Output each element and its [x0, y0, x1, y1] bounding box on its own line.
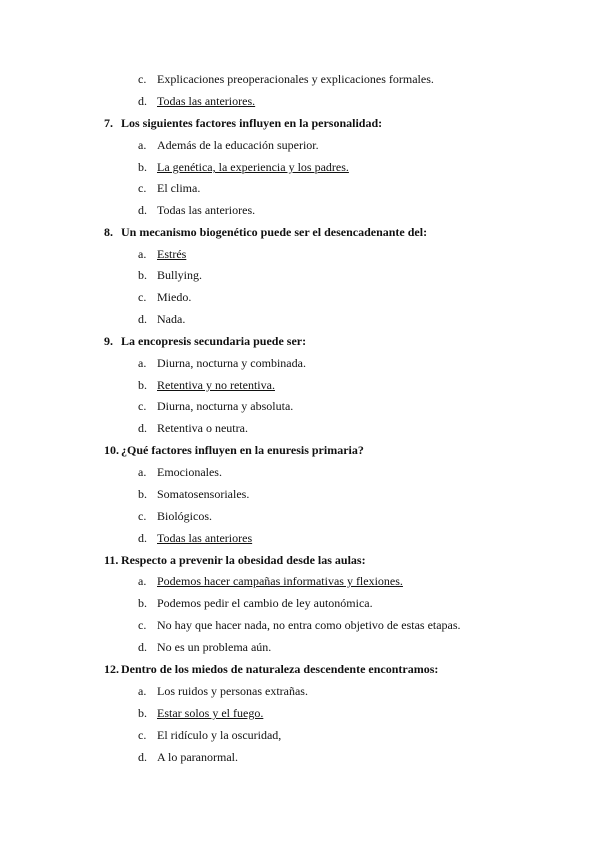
- option-letter: b.: [138, 160, 147, 174]
- option-text: Los ruidos y personas extrañas.: [157, 684, 308, 698]
- option-letter: b.: [138, 268, 147, 282]
- option-letter: d.: [138, 94, 147, 108]
- option-letter: d.: [138, 640, 147, 654]
- answer-option: [138, 509, 212, 523]
- answer-option: [138, 378, 275, 392]
- question-number: 11.: [104, 553, 119, 567]
- option-text: A lo paranormal.: [157, 750, 238, 764]
- answer-option: [138, 531, 252, 545]
- option-text: Explicaciones preoperacionales y explicaciones formales.: [157, 72, 434, 86]
- question-text: Los siguientes factores influyen en la personalidad:: [121, 116, 383, 130]
- question-text: ¿Qué factores influyen en la enuresis primaria?: [121, 443, 364, 457]
- question-heading: [104, 116, 382, 130]
- option-letter: b.: [138, 487, 147, 501]
- option-letter: d.: [138, 750, 147, 764]
- option-letter: d.: [138, 421, 147, 435]
- question-heading: [104, 334, 306, 348]
- answer-option: [138, 138, 319, 152]
- question-heading: [104, 225, 427, 239]
- option-letter: a.: [138, 247, 147, 261]
- answer-option: [138, 728, 281, 742]
- option-text: Bullying.: [157, 268, 203, 282]
- question-number: 10.: [104, 443, 119, 457]
- option-text: No hay que hacer nada, no entra como objetivo de estas etapas.: [157, 618, 461, 632]
- option-letter: c.: [138, 72, 147, 86]
- option-letter: c.: [138, 399, 147, 413]
- answer-option: [138, 356, 306, 370]
- option-letter: a.: [138, 465, 147, 479]
- option-text: Retentiva o neutra.: [157, 421, 248, 435]
- answer-option: [138, 596, 373, 610]
- option-letter: b.: [138, 596, 147, 610]
- option-text: Biológicos.: [157, 509, 213, 523]
- option-text-correct: Todas las anteriores.: [157, 94, 256, 108]
- option-letter: d.: [138, 203, 147, 217]
- option-text: Diurna, nocturna y combinada.: [157, 356, 306, 370]
- question-heading: [104, 443, 364, 457]
- question-number: 7.: [104, 116, 113, 130]
- answer-option: [138, 640, 271, 654]
- answer-option: [138, 487, 249, 501]
- option-text: Podemos pedir el cambio de ley autonómica.: [157, 596, 373, 610]
- answer-option: [138, 290, 191, 304]
- option-letter: a.: [138, 356, 147, 370]
- option-text-correct: Estrés: [157, 247, 187, 261]
- option-letter: c.: [138, 290, 147, 304]
- option-letter: c.: [138, 728, 147, 742]
- option-text-correct: Estar solos y el fuego.: [157, 706, 264, 720]
- option-text-correct: Retentiva y no retentiva.: [157, 378, 275, 392]
- option-letter: d.: [138, 531, 147, 545]
- question-text: La encopresis secundaria puede ser:: [121, 334, 307, 348]
- option-letter: b.: [138, 706, 147, 720]
- answer-option: [138, 247, 186, 261]
- option-text-correct: La genética, la experiencia y los padres.: [157, 160, 349, 174]
- answer-option: [138, 94, 255, 108]
- option-text-correct: Todas las anteriores: [157, 531, 253, 545]
- question-text: Un mecanismo biogenético puede ser el desencadenante del:: [121, 225, 428, 239]
- option-text: Somatosensoriales.: [157, 487, 250, 501]
- option-text-correct: Podemos hacer campañas informativas y flexiones.: [157, 574, 403, 588]
- answer-option: [138, 399, 293, 413]
- answer-option: [138, 465, 222, 479]
- question-number: 8.: [104, 225, 113, 239]
- option-text: Nada.: [157, 312, 186, 326]
- answer-option: [138, 706, 263, 720]
- question-text: Dentro de los miedos de naturaleza descendente encontramos:: [121, 662, 439, 676]
- option-text: El ridículo y la oscuridad,: [157, 728, 282, 742]
- answer-option: [138, 618, 461, 632]
- answer-option: [138, 684, 308, 698]
- question-heading: [104, 553, 366, 567]
- option-letter: a.: [138, 138, 147, 152]
- option-letter: d.: [138, 312, 147, 326]
- question-heading: [104, 662, 438, 676]
- option-text: No es un problema aún.: [157, 640, 272, 654]
- option-letter: c.: [138, 181, 147, 195]
- answer-option: [138, 312, 185, 326]
- answer-option: [138, 268, 202, 282]
- option-text: El clima.: [157, 181, 201, 195]
- question-text: Respecto a prevenir la obesidad desde las aulas:: [121, 553, 366, 567]
- option-letter: c.: [138, 509, 147, 523]
- option-text: Diurna, nocturna y absoluta.: [157, 399, 294, 413]
- answer-option: [138, 750, 238, 764]
- option-letter: b.: [138, 378, 147, 392]
- question-number: 9.: [104, 334, 113, 348]
- question-number: 12.: [104, 662, 119, 676]
- answer-option: [138, 574, 403, 588]
- option-letter: a.: [138, 574, 147, 588]
- answer-option: [138, 72, 434, 86]
- answer-option: [138, 203, 255, 217]
- option-letter: c.: [138, 618, 147, 632]
- option-text: Todas las anteriores.: [157, 203, 256, 217]
- answer-option: [138, 421, 248, 435]
- option-text: Además de la educación superior.: [157, 138, 319, 152]
- option-letter: a.: [138, 684, 147, 698]
- answer-option: [138, 181, 200, 195]
- answer-option: [138, 160, 349, 174]
- option-text: Emocionales.: [157, 465, 222, 479]
- option-text: Miedo.: [157, 290, 192, 304]
